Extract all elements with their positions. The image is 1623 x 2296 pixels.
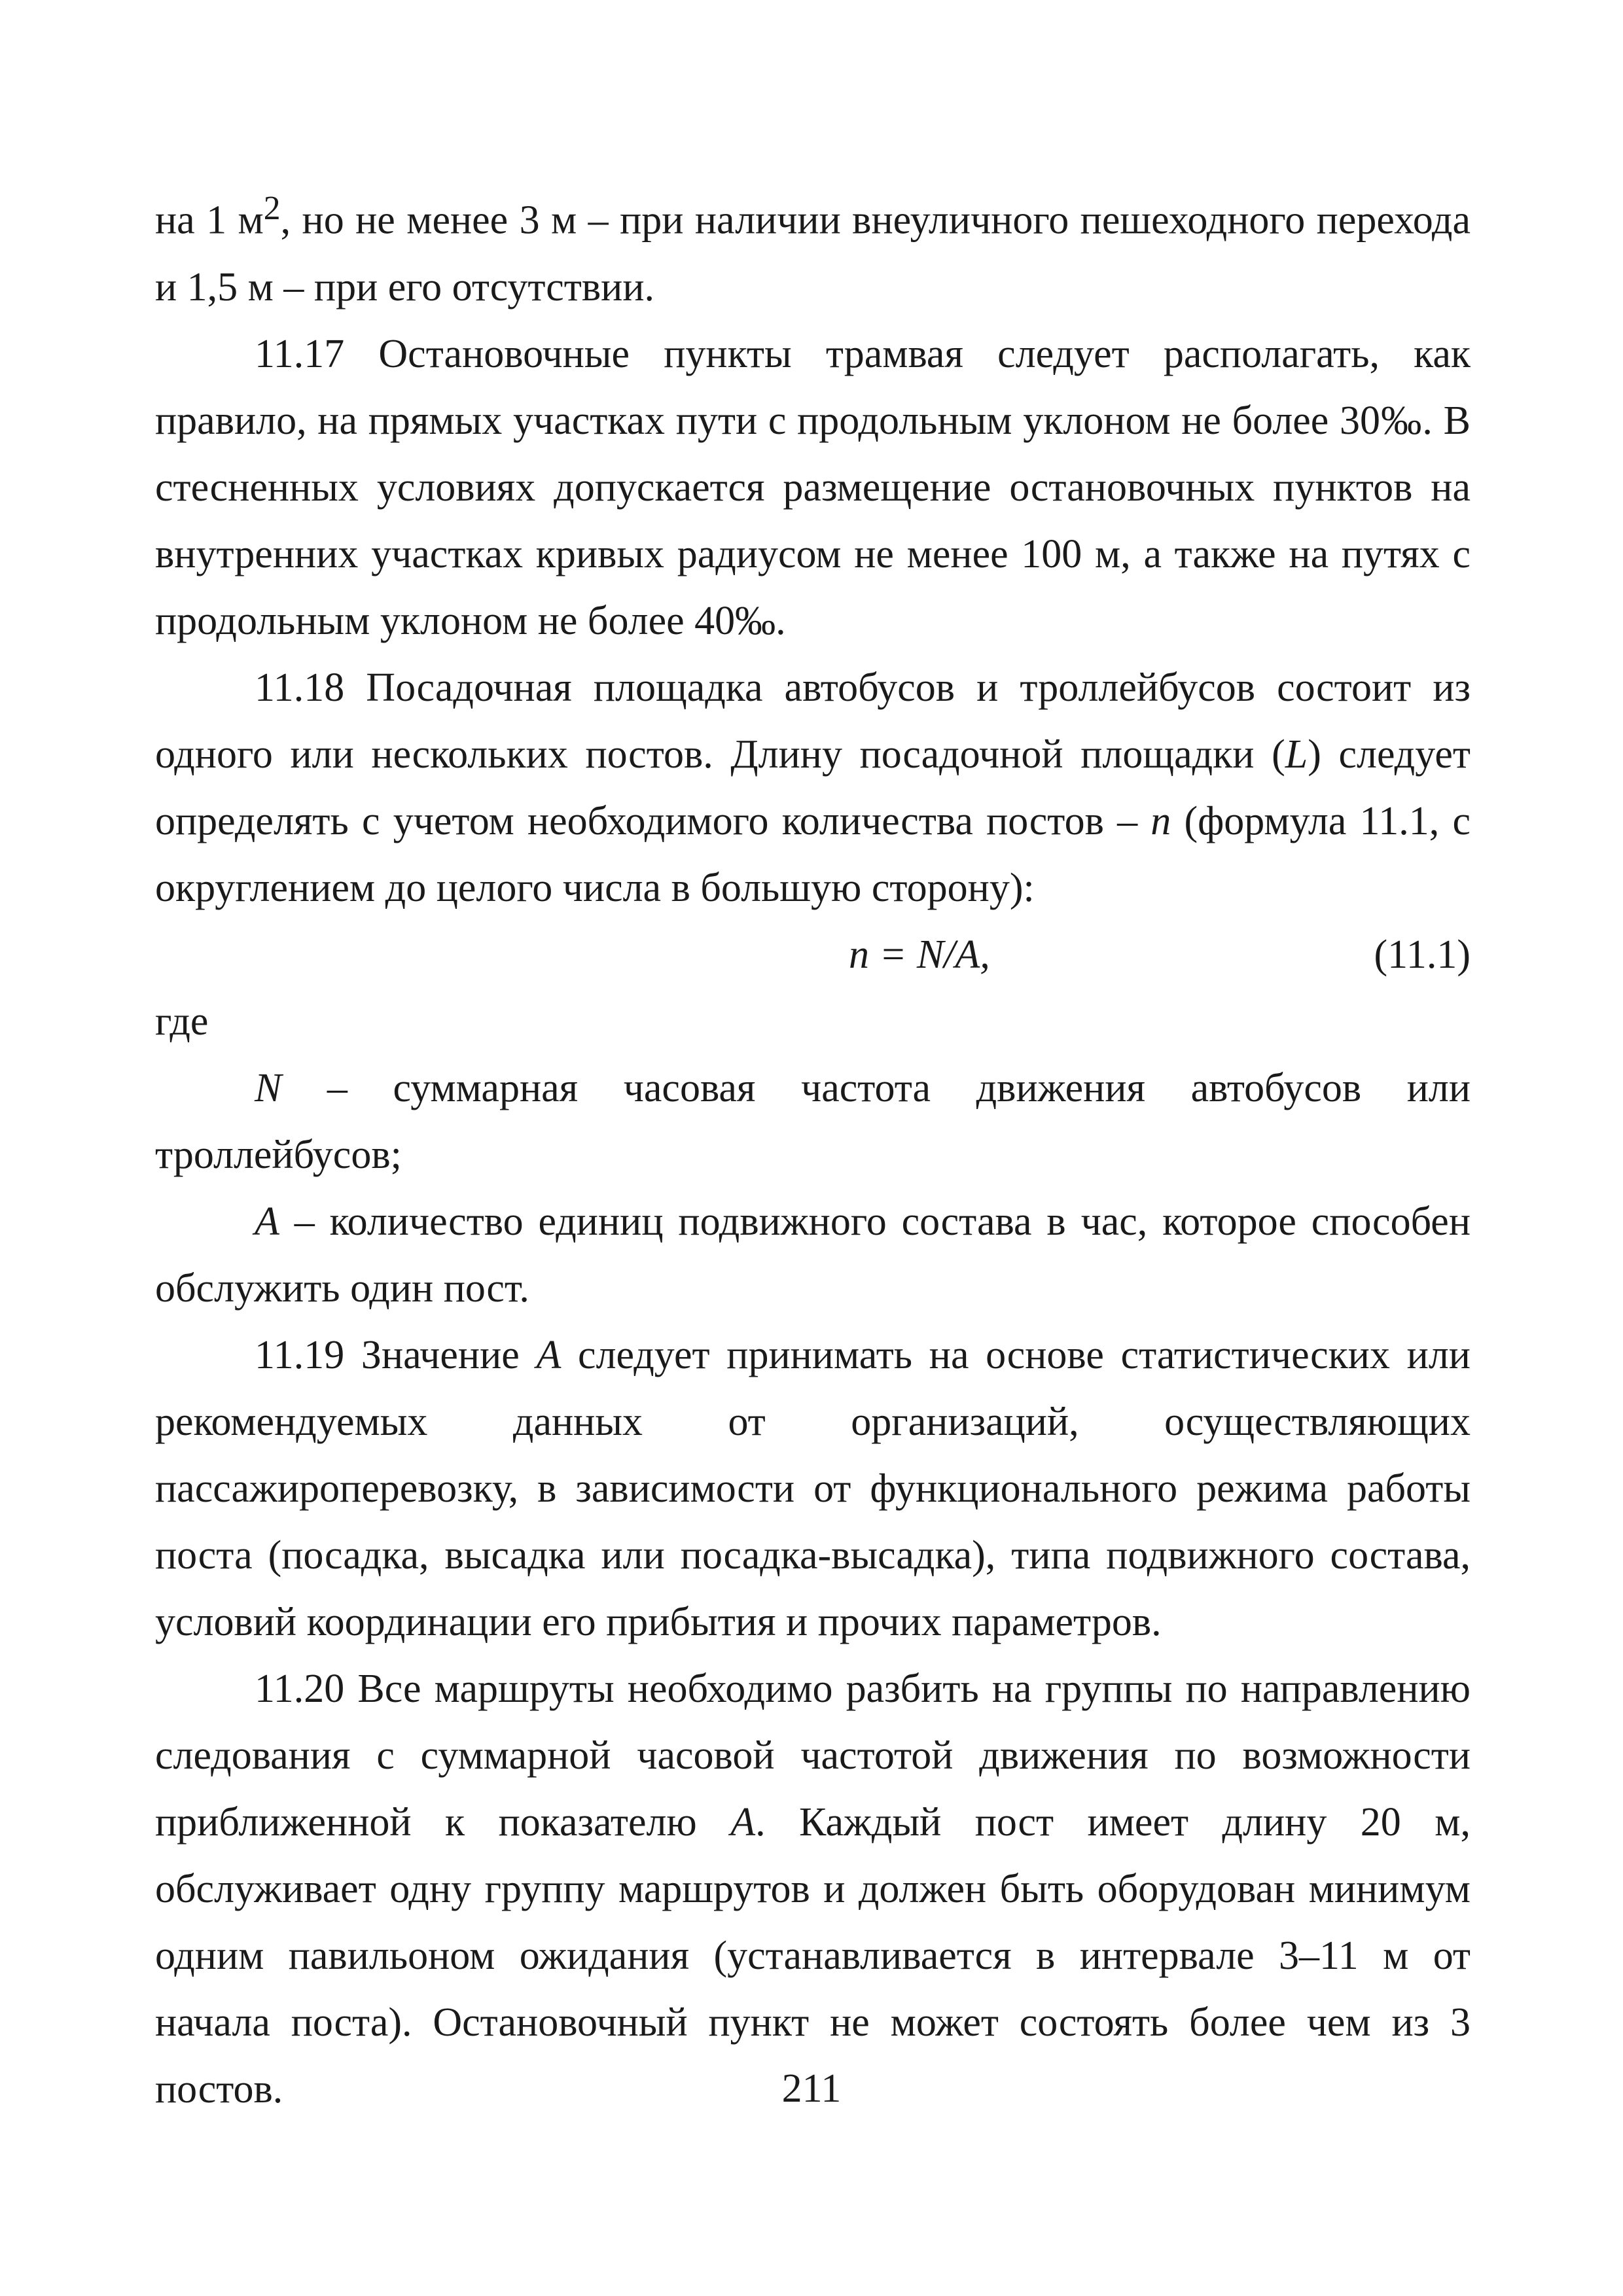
formula-11-1 xyxy=(155,921,1471,988)
variable-l: L xyxy=(1285,732,1308,777)
variable-a: A xyxy=(730,1799,756,1845)
paragraph-11-20: 11.20 Все маршруты необходимо разбить на группы по направлению следования с суммарной часовой частотой движения по возможности приближенной к показателю A. Каждый пост имеет длину 20 м, обслуживает одну группу маршрутов и должен быть оборудован минимум одним павильоном ожидания (устанавливается в интервале 3–11 м от начала поста). Остановочный пункт не может состоять более чем из 3 постов. xyxy=(155,1666,1471,2111)
where-label: где xyxy=(155,998,209,1044)
definition-symbol: N xyxy=(255,1065,282,1110)
page-number: 211 xyxy=(781,2066,842,2111)
definition-n: N – суммарная часовая частота движения автобусов или троллейбусов; xyxy=(155,1065,1471,1177)
definition-symbol: A xyxy=(255,1199,279,1244)
paragraph-11-19: 11.19 Значение A следует принимать на основе статистических или рекомендуемых данных от организаций, осуществляющих пассажироперевозку, в зависимости от функционального режима работы поста (посадка, высадка или посадка-высадка), типа подвижного состава, условий координации его прибытия и прочих параметров. xyxy=(155,1332,1471,1644)
paragraph-continuation: на 1 $м^2$, но не менее 3 м – при наличии внеуличного пешеходного перехода и 1,5 м – при его отсутствии. xyxy=(155,190,1471,309)
paragraph-11-17: 11.17 Остановочные пункты трамвая следует располагать, как правило, на прямых участках пути с продольным уклоном не более 30‰. В стесненных условиях допускается размещение остановочных пунктов на внутренних участках кривых радиусом не менее 100 м, а также на путях с продольным уклоном не более 40‰. xyxy=(155,331,1471,643)
paragraph-11-18: 11.18 Посадочная площадка автобусов и троллейбусов состоит из одного или нескольких постов. Длину посадочной площадки (L) следует определять с учетом необходимого количества постов – n (формула 11.1, с округлением до целого числа в большую сторону): xyxy=(155,665,1471,910)
variable-a: A xyxy=(536,1332,562,1377)
definition-a: A – количество единиц подвижного состава в час, которое способен обслужить один пост. xyxy=(155,1199,1471,1311)
superscript: 2 xyxy=(263,190,281,227)
variable-n: n xyxy=(1150,798,1171,843)
formula-number: (11.1) xyxy=(1374,932,1471,977)
formula-expression: n = N/A, xyxy=(849,932,990,977)
document-page xyxy=(155,175,1471,2123)
